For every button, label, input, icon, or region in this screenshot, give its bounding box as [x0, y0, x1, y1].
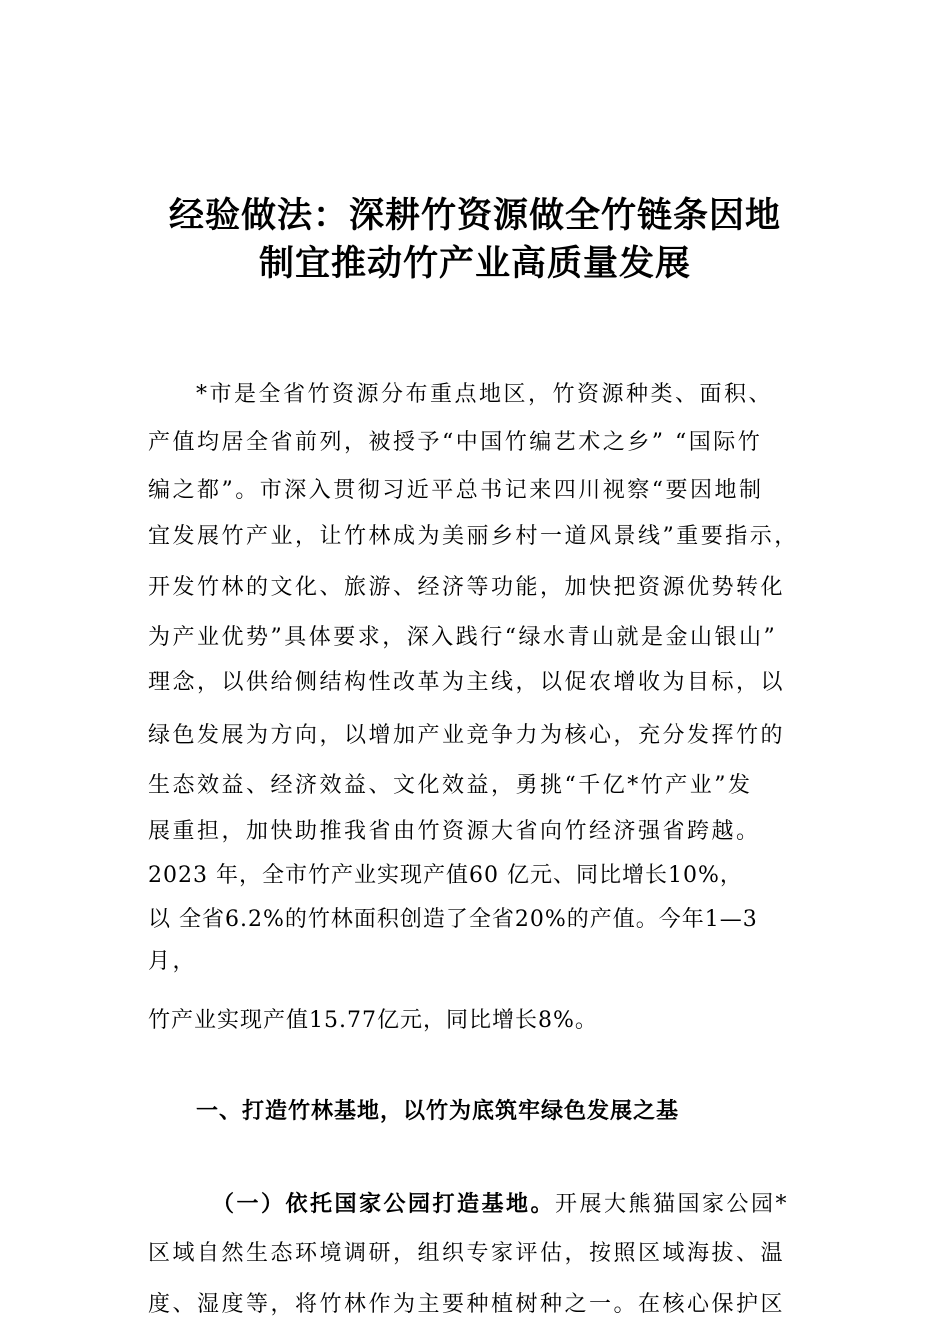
intro-line: 2023 年，全市竹产业实现产值60 亿元、同比增长10%， [148, 863, 743, 888]
subsection-line: 区域自然生态环境调研，组织专家评估，按照区域海拔、温 [148, 1241, 786, 1266]
intro-line: 为产业优势”具体要求，深入践行“绿水青山就是金山银山” [148, 625, 778, 650]
intro-line: *市是全省竹资源分布重点地区，竹资源种类、面积、 [196, 382, 774, 407]
intro-line: 展重担，加快助推我省由竹资源大省向竹经济强省跨越。 [148, 819, 761, 844]
intro-line: 产值均居全省前列，被授予“中国竹编艺术之乡” “国际竹 [148, 430, 763, 455]
subsection-lead: （一）依托国家公园打造基地。 [212, 1192, 556, 1217]
intro-line: 绿色发展为方向，以增加产业竞争力为核心，充分发挥竹的 [148, 723, 786, 748]
section-heading: 一、打造竹林基地，以竹为底筑牢绿色发展之基 [196, 1099, 680, 1124]
intro-line: 生态效益、经济效益、文化效益，勇挑“千亿*竹产业”发 [148, 773, 753, 798]
intro-line: 编之都”。市深入贯彻习近平总书记来四川视察“要因地制 [148, 478, 764, 503]
document-title-line-1: 经验做法：深耕竹资源做全竹链条因地 [168, 196, 781, 236]
intro-line: 理念，以供给侧结构性改革为主线，以促农增收为目标，以 [148, 670, 786, 695]
intro-line: 月， [148, 949, 198, 974]
subsection-line: 度、湿度等，将竹林作为主要种植树种之一。在核心保护区 [148, 1292, 786, 1317]
intro-line: 以 全省6.2%的竹林面积创造了全省20%的产值。今年1—3 [148, 907, 758, 932]
intro-line: 开发竹林的文化、旅游、经济等功能，加快把资源优势转化 [148, 575, 786, 600]
intro-line: 宜发展竹产业，让竹林成为美丽乡村一道风景线”重要指示， [148, 524, 799, 549]
subsection-line-rest: 开展大熊猫国家公园* [555, 1192, 790, 1217]
subsection-first-line [212, 1187, 789, 1218]
document-title-line-2: 制宜推动竹产业高质量发展 [258, 244, 691, 284]
intro-line: 竹产业实现产值15.77亿元，同比增长8%。 [148, 1008, 598, 1033]
